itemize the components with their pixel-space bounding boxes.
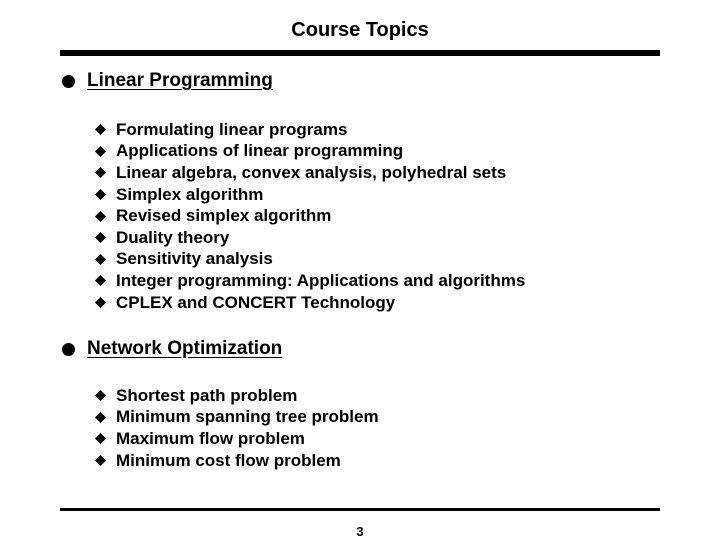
diamond-icon	[95, 167, 106, 178]
list-item-text: Formulating linear programs	[116, 119, 348, 139]
list-item	[95, 227, 525, 249]
diamond-icon	[95, 433, 106, 444]
list-item-text: CPLEX and CONCERT Technology	[116, 292, 396, 312]
section-heading	[62, 336, 282, 362]
list-item-text: Integer programming: Applications and algorithms	[116, 270, 526, 290]
diamond-icon	[95, 390, 106, 401]
section-linear-programming	[62, 68, 273, 94]
section-heading-text: Linear Programming	[87, 70, 273, 91]
list-item	[95, 450, 379, 472]
diamond-icon	[95, 412, 106, 423]
list-item-text: Applications of linear programming	[116, 141, 404, 161]
page-title: Course Topics	[291, 19, 429, 41]
filled-circle-icon	[62, 75, 75, 88]
footer-divider	[60, 508, 660, 511]
list-item-text: Sensitivity analysis	[116, 249, 273, 269]
list-item-text: Linear algebra, convex analysis, polyhedral sets	[116, 162, 507, 182]
list-item	[95, 162, 525, 184]
section-network-optimization	[62, 336, 282, 362]
list-item	[95, 270, 525, 292]
list-item	[95, 141, 525, 163]
page-number: 3	[356, 524, 364, 539]
list-item	[95, 119, 525, 141]
diamond-icon	[95, 297, 106, 308]
network-optimization-topic-list	[95, 385, 379, 471]
diamond-icon	[95, 275, 106, 286]
list-item-text: Minimum spanning tree problem	[116, 407, 379, 427]
diamond-icon	[95, 146, 106, 157]
filled-circle-icon	[62, 343, 75, 356]
list-item	[95, 205, 525, 227]
list-item-text: Maximum flow problem	[116, 428, 305, 448]
title-divider	[60, 50, 660, 56]
diamond-icon	[95, 254, 106, 265]
diamond-icon	[95, 455, 106, 466]
linear-programming-topic-list	[95, 119, 525, 313]
list-item	[95, 292, 525, 314]
list-item-text: Simplex algorithm	[116, 184, 264, 204]
list-item	[95, 407, 379, 429]
list-item-text: Revised simplex algorithm	[116, 206, 332, 226]
list-item-text: Shortest path problem	[116, 385, 298, 405]
list-item-text: Minimum cost flow problem	[116, 450, 341, 470]
list-item	[95, 385, 379, 407]
diamond-icon	[95, 189, 106, 200]
list-item	[95, 428, 379, 450]
diamond-icon	[95, 124, 106, 135]
list-item	[95, 184, 525, 206]
section-heading	[62, 68, 273, 94]
section-heading-text: Network Optimization	[87, 338, 283, 359]
diamond-icon	[95, 232, 106, 243]
list-item-text: Duality theory	[116, 227, 230, 247]
diamond-icon	[95, 211, 106, 222]
list-item	[95, 249, 525, 271]
